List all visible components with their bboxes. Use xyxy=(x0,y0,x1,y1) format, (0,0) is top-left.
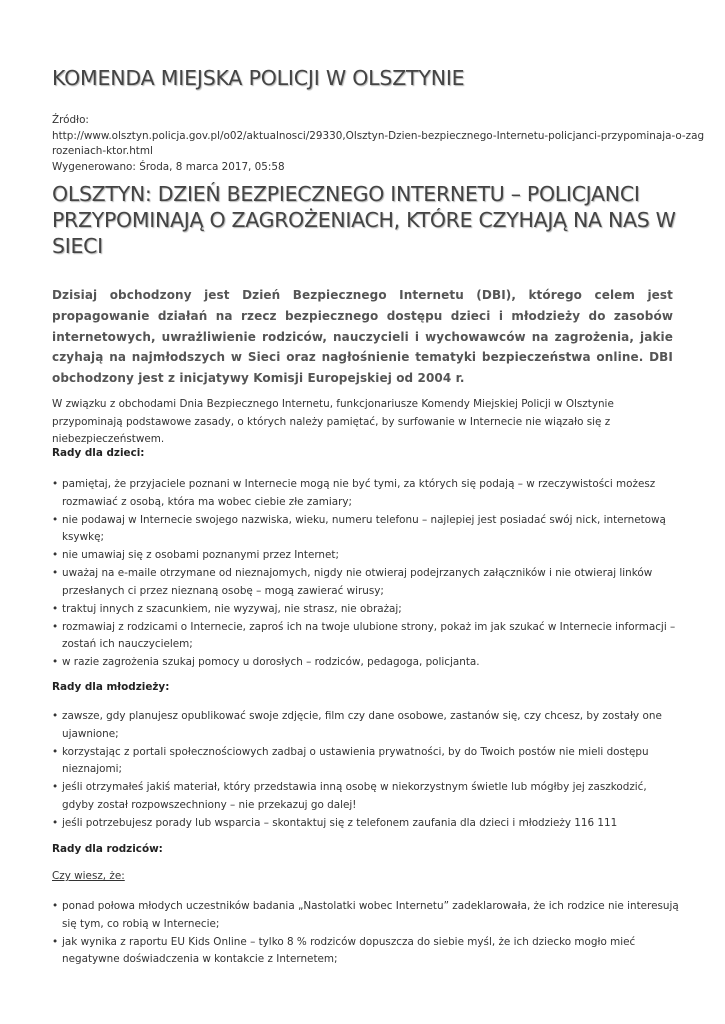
list-item: • nie podawaj w Internecie swojego nazwiska, wieku, numeru telefonu – najlepiej jest posiadać swój nick, internetową ksywkę; xyxy=(52,512,682,547)
generated-date: Wygenerowano: Środa, 8 marca 2017, 05:58 xyxy=(52,160,285,173)
source-meta xyxy=(52,113,705,175)
site-title: KOMENDA MIEJSKA POLICJI W OLSZTYNIE xyxy=(52,66,465,90)
list-item: • jeśli otrzymałeś jakiś materiał, który przedstawia inną osobę w niekorzystnym świetle lub mógłby jej zaszkodzić, gdyby został rozpowszechniony – nie przekazuj go dalej! xyxy=(52,779,682,814)
list-item: • ponad połowa młodych uczestników badania „Nastolatki wobec Internetu” zadeklarowała, że ich rodzice nie interesują się tym, co robią w Internecie; xyxy=(52,898,682,933)
article-intro: W związku z obchodami Dnia Bezpiecznego Internetu, funkcjonariusze Komendy Miejskiej Policji w Olsztynie przypominają podstawowe zasady, o których należy pamiętać, by surfowanie w Internecie nie wiązało się z niebezpieczeństwem. xyxy=(52,398,614,445)
list-item: • zawsze, gdy planujesz opublikować swoje zdjęcie, film czy dane osobowe, zastanów się, czy chcesz, by zostały one ujawnione; xyxy=(52,708,682,743)
list-item: • w razie zagrożenia szukaj pomocy u dorosłych – rodziców, pedagoga, policjanta. xyxy=(52,654,682,672)
source-url-line2: rozeniach-ktor.html xyxy=(52,145,153,158)
list-item: • korzystając z portali społecznościowych zadbaj o ustawienia prywatności, by do Twoich postów nie mieli dostępu nieznajomi; xyxy=(52,744,682,779)
section-heading-parents: Rady dla rodziców: xyxy=(52,843,163,855)
list-item: • jeśli potrzebujesz porady lub wsparcia – skontaktuj się z telefonem zaufania dla dzieci i młodzieży 116 111 xyxy=(52,815,682,833)
article-lead: Dzisiaj obchodzony jest Dzień Bezpiecznego Internetu (DBI), którego celem jest propagowanie działań na rzecz bezpiecznego dostępu dzieci i młodzieży do zasobów internetowych, uwrażliwienie rodziców, nauczycieli i wychowawców na zagrożenia, jakie czyhają na najmłodszych w Sieci oraz nagłośnienie tematyki bezpieczeństwa online. DBI obchodzony jest z inicjatywy Komisji Europejskiej od 2004 r. xyxy=(52,288,673,386)
source-url-line1: http://www.olsztyn.policja.gov.pl/o02/aktualnosci/29330,Olsztyn-Dzien-bezpiecznego-Internetu-policjanci-przypominaja-o-zag xyxy=(52,129,705,142)
list-item: • uważaj na e-maile otrzymane od nieznajomych, nigdy nie otwieraj podejrzanych załączników i nie otwieraj linków przesłanych ci przez nieznaną osobę – mogą zawierać wirusy; xyxy=(52,565,682,600)
section-heading-children: Rady dla dzieci: xyxy=(52,447,145,459)
list-item: • rozmawiaj z rodzicami o Internecie, zaproś ich na twoje ulubione strony, pokaż im jak szukać w Internecie informacji – zostań ich nauczycielem; xyxy=(52,619,682,654)
list-item: • jak wynika z raportu EU Kids Online – tylko 8 % rodziców dopuszcza do siebie myśl, że ich dziecko mogło mieć negatywne doświadczenia w kontakcie z Internetem; xyxy=(52,934,682,969)
section-heading-youth: Rady dla młodzieży: xyxy=(52,681,170,693)
parents-facts-list xyxy=(52,898,682,969)
youth-tips-list xyxy=(52,708,682,833)
list-item: • nie umawiaj się z osobami poznanymi przez Internet; xyxy=(52,547,682,565)
list-item: • pamiętaj, że przyjaciele poznani w Internecie mogą nie być tymi, za których się podają – w rzeczywistości możesz rozmawiać z osobą, która ma wobec ciebie złe zamiary; xyxy=(52,476,682,511)
children-tips-list xyxy=(52,476,682,672)
article-headline: OLSZTYN: DZIEŃ BEZPIECZNEGO INTERNETU – POLICJANCI PRZYPOMINAJĄ O ZAGROŻENIACH, KTÓRE CZYHAJĄ NA NAS W SIECI xyxy=(52,182,676,258)
did-you-know-label: Czy wiesz, że: xyxy=(52,870,125,882)
source-label: Źródło: xyxy=(52,114,89,126)
list-item: • traktuj innych z szacunkiem, nie wyzywaj, nie strasz, nie obrażaj; xyxy=(52,601,682,619)
